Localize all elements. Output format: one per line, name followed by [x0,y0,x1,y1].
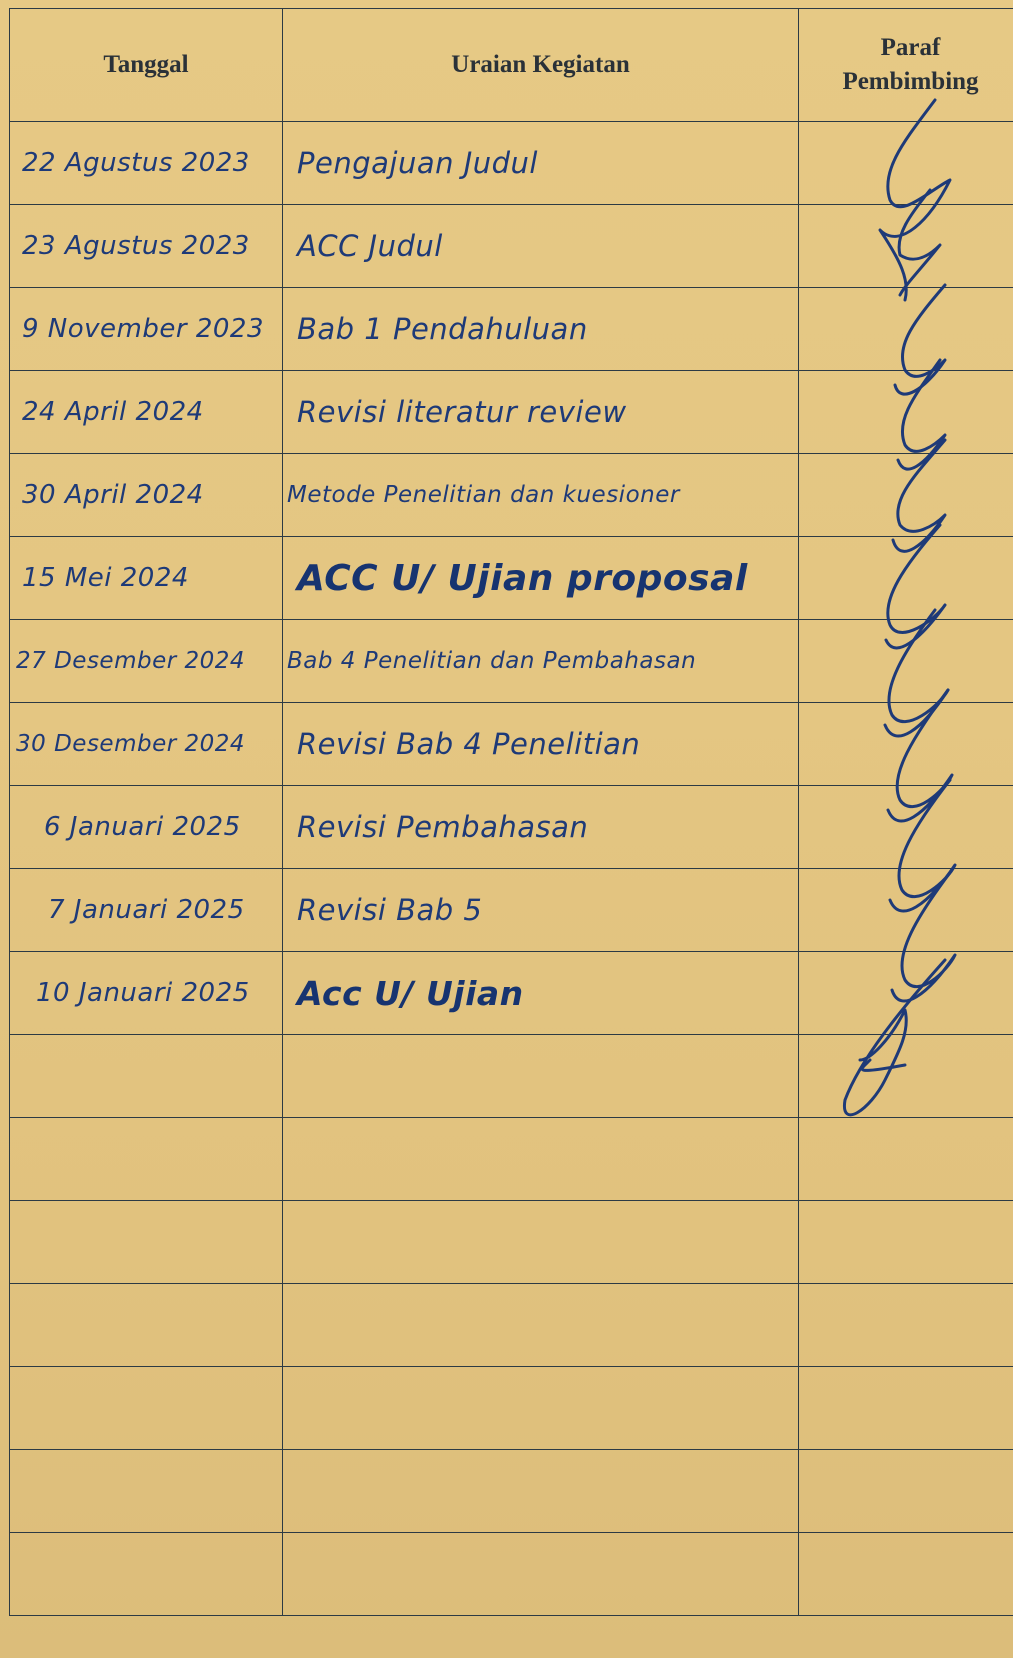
row-activity: Bab 4 Penelitian dan Pembahasan [287,648,697,674]
table-row [10,454,1013,537]
row-signature-cell [799,703,1013,786]
table-row [10,786,1013,869]
header-activity: Uraian Kegiatan [283,9,799,122]
empty-cell [10,1118,283,1201]
row-activity-cell [283,537,799,620]
empty-row [10,1284,1013,1367]
row-date-cell [10,537,283,620]
row-date: 9 November 2023 [22,314,264,344]
empty-cell [283,1035,799,1118]
table-row [10,703,1013,786]
row-date-cell [10,454,283,537]
empty-cell [10,1284,283,1367]
row-date-cell [10,620,283,703]
row-date: 6 Januari 2025 [44,812,241,842]
empty-cell [799,1035,1013,1118]
row-date: 24 April 2024 [22,397,204,427]
row-date-cell [10,703,283,786]
empty-cell [10,1367,283,1450]
table-row [10,288,1013,371]
row-activity: Acc U/ Ujian [297,973,524,1013]
empty-cell [799,1533,1013,1616]
empty-row [10,1035,1013,1118]
table-row [10,537,1013,620]
row-signature-cell [799,952,1013,1035]
row-activity: ACC U/ Ujian proposal [297,557,748,599]
row-date: 30 Desember 2024 [16,731,246,757]
row-date-cell [10,371,283,454]
empty-row [10,1450,1013,1533]
row-signature-cell [799,122,1013,205]
empty-cell [283,1201,799,1284]
row-activity-cell [283,122,799,205]
header-signature-label: Paraf Pembimbing [842,34,979,95]
row-signature-cell [799,454,1013,537]
empty-row [10,1118,1013,1201]
row-date: 7 Januari 2025 [48,895,245,925]
table-header-row [10,9,1013,122]
row-activity-cell [283,952,799,1035]
empty-cell [283,1367,799,1450]
row-date-cell [10,205,283,288]
row-activity: Pengajuan Judul [297,146,538,180]
row-activity-cell [283,703,799,786]
table-row [10,205,1013,288]
row-activity-cell [283,620,799,703]
row-activity-cell [283,869,799,952]
row-signature-cell [799,869,1013,952]
row-signature-cell [799,205,1013,288]
row-signature-cell [799,537,1013,620]
table-row [10,122,1013,205]
empty-row [10,1201,1013,1284]
table-row [10,620,1013,703]
table-row [10,952,1013,1035]
row-date-cell [10,122,283,205]
row-activity: Metode Penelitian dan kuesioner [287,482,680,508]
table-row [10,869,1013,952]
empty-cell [10,1533,283,1616]
row-activity: Revisi Bab 5 [297,893,483,927]
table-row [10,371,1013,454]
empty-cell [10,1450,283,1533]
empty-cell [799,1201,1013,1284]
empty-cell [799,1284,1013,1367]
row-activity: Revisi Pembahasan [297,810,589,844]
empty-cell [799,1118,1013,1201]
row-activity: ACC Judul [297,229,443,263]
row-activity-cell [283,454,799,537]
row-activity-cell [283,371,799,454]
row-activity-cell [283,205,799,288]
row-signature-cell [799,786,1013,869]
empty-row [10,1533,1013,1616]
row-date-cell [10,869,283,952]
empty-cell [10,1201,283,1284]
empty-cell [799,1367,1013,1450]
row-date-cell [10,952,283,1035]
row-date: 27 Desember 2024 [16,648,246,674]
row-date: 23 Agustus 2023 [22,231,250,261]
header-signature [799,9,1013,122]
row-activity-cell [283,288,799,371]
row-activity: Bab 1 Pendahuluan [297,312,588,346]
row-date: 15 Mei 2024 [22,563,189,593]
row-date: 22 Agustus 2023 [22,148,250,178]
consultation-log-table [9,8,1013,1616]
row-activity: Revisi literatur review [297,395,627,429]
row-signature-cell [799,371,1013,454]
row-activity-cell [283,786,799,869]
empty-cell [283,1450,799,1533]
row-signature-cell [799,288,1013,371]
empty-cell [283,1533,799,1616]
header-date: Tanggal [10,9,283,122]
empty-cell [283,1118,799,1201]
row-activity: Revisi Bab 4 Penelitian [297,727,641,761]
empty-cell [799,1450,1013,1533]
row-date-cell [10,786,283,869]
empty-cell [283,1284,799,1367]
empty-cell [10,1035,283,1118]
row-date-cell [10,288,283,371]
empty-row [10,1367,1013,1450]
row-date: 30 April 2024 [22,480,204,510]
row-signature-cell [799,620,1013,703]
row-date: 10 Januari 2025 [36,978,250,1008]
